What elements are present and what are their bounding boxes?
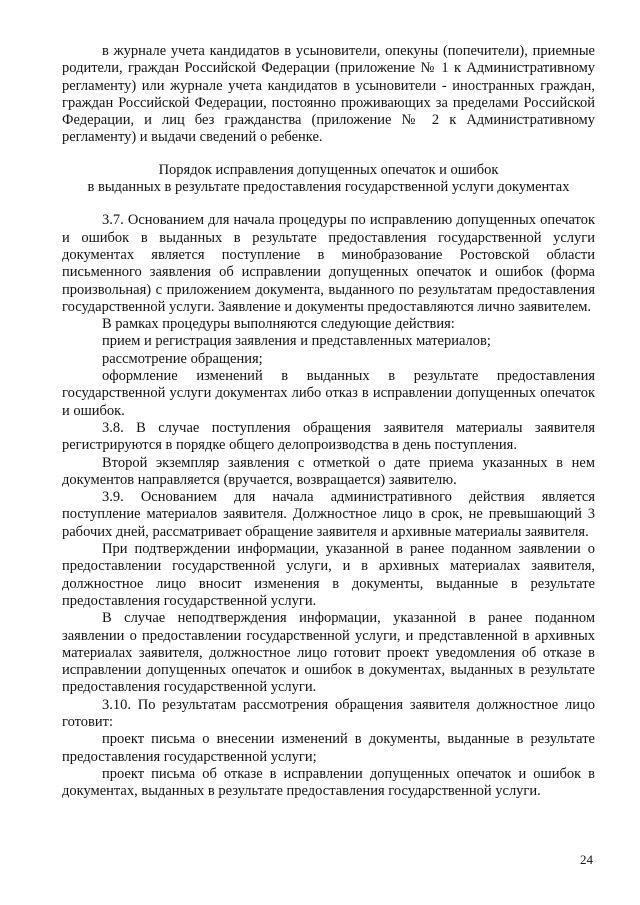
paragraph-action-1: прием и регистрация заявления и представленных материалов; xyxy=(102,333,491,350)
paragraph-letter-refusal: проект письма об отказе в исправлении допущенных опечаток и ошибок в документах, выданных в результате предоставления государственной услуги. xyxy=(62,765,595,800)
paragraph-action-2: рассмотрение обращения; xyxy=(102,350,263,367)
paragraph-3-9: 3.9. Основанием для начала административного действия является поступление материалов заявителя. Должностное лицо в срок, не превышающий 3 рабочих дней, рассматривает обращение заявителя и архивные материалы заявителя. xyxy=(62,489,595,540)
page-content xyxy=(62,43,595,800)
paragraph-second-copy: Второй экземпляр заявления с отметкой о дате приема указанных в нем документов направляется (вручается, возвращается) заявителю. xyxy=(62,454,595,488)
paragraph-3-10: 3.10. По результатам рассмотрения обращения заявителя должностное лицо готовит: xyxy=(62,696,595,730)
heading-line-2: в выданных в результате предоставления государственной услуги документах xyxy=(87,179,570,196)
paragraph-letter-changes: проект письма о внесении изменений в документы, выданные в результате предоставления государственной услуги; xyxy=(62,731,595,765)
paragraph-3-8: 3.8. В случае поступления обращения заявителя материалы заявителя регистрируются в порядке общего делопроизводства в день поступления. xyxy=(62,419,595,454)
page-number: 24 xyxy=(580,852,593,867)
paragraph-action-3: оформление изменений в выданных в результате предоставления государственной услуги документах либо отказ в исправлении допущенных опечаток и ошибок. xyxy=(62,368,595,419)
paragraph-non-confirmation: В случае неподтверждения информации, указанной в ранее поданном заявлении о предоставлении государственной услуги, и представленной в архивных материалах заявителя, должностное лицо готовит проект уведомления об отказе в исправлении допущенных опечаток и ошибок в документах, выданных в результате предоставления государственной услуги. xyxy=(62,610,595,696)
paragraph-confirmation: При подтверждении информации, указанной в ранее поданном заявлении о предоставлении государственной услуги, и в архивных материалах заявителя, должностное лицо вносит изменения в документы, выданные в результате предоставления государственной услуги. xyxy=(62,541,595,609)
intro-paragraph: в журнале учета кандидатов в усыновители, опекуны (попечители), приемные родители, граждан Российской Федерации (приложение № 1 к Административному регламенту) или журнале учета кандидатов в усыновители - иностранных граждан, граждан Российской Федерации, постоянно проживающих за пределами Российской Федерации, и лиц без гражданства (приложение № 2 к Административному регламенту) и выдачи сведений о ребенке. xyxy=(62,43,595,146)
section-heading xyxy=(62,162,595,197)
paragraph-3-7: 3.7. Основанием для начала процедуры по исправлению допущенных опечаток и ошибок в выданных в результате предоставления государственной услуги документах является поступление в минобразование Ростовской области письменного заявления об исправлении допущенных опечаток и ошибок (форма произвольная) с приложением документа, выданного по результатам предоставления государственной услуги. Заявление и документы предоставляются лично заявителем. xyxy=(62,212,595,315)
paragraph-actions-intro: В рамках процедуры выполняются следующие действия: xyxy=(102,316,455,333)
heading-line-1: Порядок исправления допущенных опечаток и ошибок xyxy=(158,161,499,178)
